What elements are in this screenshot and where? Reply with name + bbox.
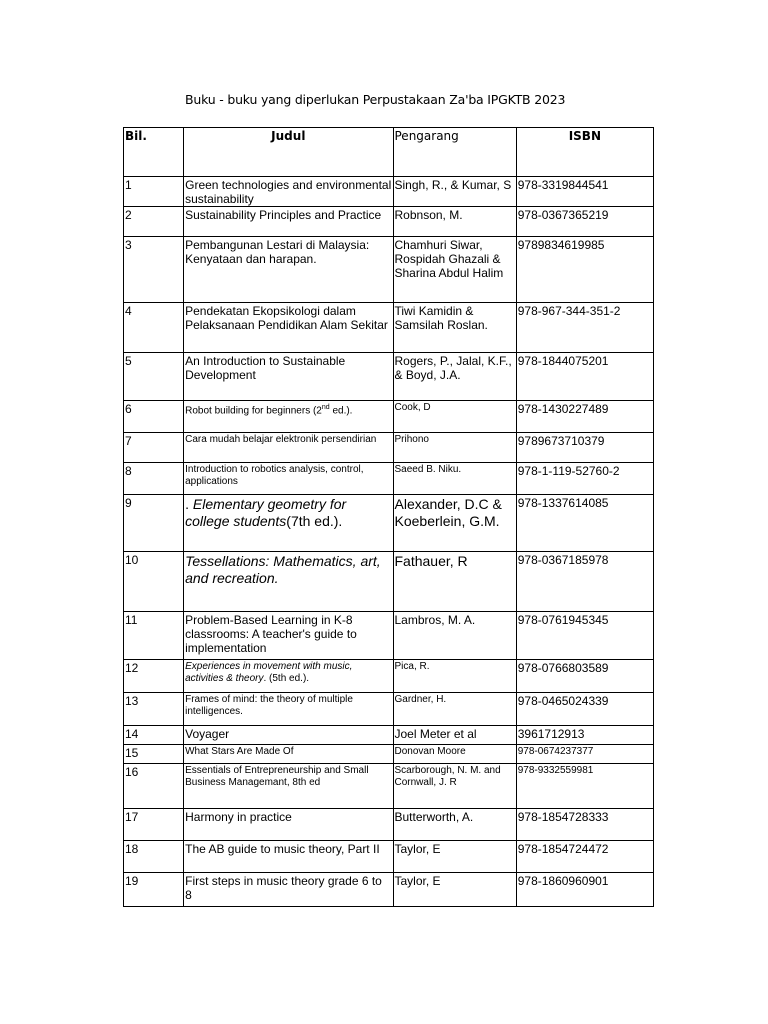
row-title: Frames of mind: the theory of multiple intelligences.	[184, 693, 393, 726]
row-title: Harmony in practice	[184, 809, 393, 841]
row-title: Pembangunan Lestari di Malaysia: Kenyataan dan harapan.	[184, 237, 393, 303]
row-author: Rogers, P., Jalal, K.F., & Boyd, J.A.	[393, 353, 516, 401]
title-prefix: .	[185, 496, 193, 512]
row-title: Cara mudah belajar elektronik persendirian	[184, 433, 393, 463]
title-text: Robot building for beginners (2	[185, 405, 322, 417]
row-isbn: 978-967-344-351-2	[516, 303, 653, 353]
row-author: Prihono	[393, 433, 516, 463]
table-row	[124, 463, 654, 495]
row-author: Tiwi Kamidin & Samsilah Roslan.	[393, 303, 516, 353]
row-title: Voyager	[184, 726, 393, 745]
row-no: 18	[124, 841, 184, 873]
table-row	[124, 237, 654, 303]
row-author: Chamhuri Siwar, Rospidah Ghazali & Sharina Abdul Halim	[393, 237, 516, 303]
row-author: Taylor, E	[393, 873, 516, 907]
row-author: Alexander, D.C & Koeberlein, G.M.	[393, 495, 516, 552]
row-title: The AB guide to music theory, Part II	[184, 841, 393, 873]
row-author: Donovan Moore	[393, 745, 516, 764]
table-row	[124, 495, 654, 552]
row-author: Cook, D	[393, 401, 516, 433]
header-author: Pengarang	[393, 128, 516, 177]
row-author: Fathauer, R	[393, 552, 516, 612]
row-no: 16	[124, 764, 184, 809]
row-title: Problem-Based Learning in K-8 classrooms: A teacher's guide to implementation	[184, 612, 393, 660]
title-superscript: nd	[321, 404, 330, 411]
table-row	[124, 207, 654, 237]
row-author: Joel Meter et al	[393, 726, 516, 745]
row-no: 7	[124, 433, 184, 463]
row-no: 13	[124, 693, 184, 726]
row-no: 19	[124, 873, 184, 907]
page-title: Buku - buku yang diperlukan Perpustakaan Za'ba IPGKTB 2023	[185, 92, 566, 107]
header-title: Judul	[184, 128, 393, 177]
table-row	[124, 726, 654, 745]
row-title: Introduction to robotics analysis, control, applications	[184, 463, 393, 495]
title-text-end: ed.).	[329, 405, 353, 417]
row-isbn: 3961712913	[516, 726, 653, 745]
row-title	[184, 401, 393, 433]
title-suffix: . (5th ed.).	[263, 673, 310, 684]
row-no: 8	[124, 463, 184, 495]
row-isbn: 978-0761945345	[516, 612, 653, 660]
row-isbn: 978-1854728333	[516, 809, 653, 841]
row-isbn: 978-1844075201	[516, 353, 653, 401]
row-no: 17	[124, 809, 184, 841]
row-isbn: 978-3319844541	[516, 177, 653, 207]
table-row	[124, 552, 654, 612]
row-author: Saeed B. Niku.	[393, 463, 516, 495]
table-row	[124, 745, 654, 764]
row-isbn: 978-0367365219	[516, 207, 653, 237]
table-row	[124, 353, 654, 401]
table-row	[124, 303, 654, 353]
table-row	[124, 433, 654, 463]
row-author: Butterworth, A.	[393, 809, 516, 841]
table-row	[124, 693, 654, 726]
row-isbn: 978-0674237377	[516, 745, 653, 764]
row-author: Gardner, H.	[393, 693, 516, 726]
row-no: 1	[124, 177, 184, 207]
title-italic: Experiences in movement with music, activities & theory	[185, 661, 353, 684]
row-author: Lambros, M. A.	[393, 612, 516, 660]
row-title: What Stars Are Made Of	[184, 745, 393, 764]
row-no: 11	[124, 612, 184, 660]
row-no: 3	[124, 237, 184, 303]
row-title: Pendekatan Ekopsikologi dalam Pelaksanaan Pendidikan Alam Sekitar	[184, 303, 393, 353]
row-title: An Introduction to Sustainable Development	[184, 353, 393, 401]
row-no: 15	[124, 745, 184, 764]
row-title: First steps in music theory grade 6 to 8	[184, 873, 393, 907]
row-isbn: 978-1854724472	[516, 841, 653, 873]
row-isbn: 978-0465024339	[516, 693, 653, 726]
row-isbn: 978-0367185978	[516, 552, 653, 612]
row-no: 4	[124, 303, 184, 353]
row-isbn: 9789834619985	[516, 237, 653, 303]
row-no: 5	[124, 353, 184, 401]
row-isbn: 978-0766803589	[516, 660, 653, 693]
row-no: 14	[124, 726, 184, 745]
title-suffix: (7th ed.).	[286, 513, 343, 529]
row-isbn: 978-9332559981	[516, 764, 653, 809]
header-no: Bil.	[124, 128, 184, 177]
row-title: Essentials of Entrepreneurship and Small Business Managemant, 8th ed	[184, 764, 393, 809]
row-isbn: 978-1430227489	[516, 401, 653, 433]
table-row	[124, 873, 654, 907]
row-no: 12	[124, 660, 184, 693]
row-title: Sustainability Principles and Practice	[184, 207, 393, 237]
table-row	[124, 177, 654, 207]
row-title: Tessellations: Mathematics, art, and recreation.	[184, 552, 393, 612]
row-author: Singh, R., & Kumar, S	[393, 177, 516, 207]
row-no: 9	[124, 495, 184, 552]
row-no: 6	[124, 401, 184, 433]
title-italic: Elementary geometry for college students	[185, 496, 347, 529]
row-no: 2	[124, 207, 184, 237]
row-author: Scarborough, N. M. and Cornwall, J. R	[393, 764, 516, 809]
row-no: 10	[124, 552, 184, 612]
table-row	[124, 612, 654, 660]
row-isbn: 9789673710379	[516, 433, 653, 463]
book-table	[123, 127, 654, 907]
row-title	[184, 660, 393, 693]
table-row	[124, 764, 654, 809]
table-row	[124, 401, 654, 433]
row-title	[184, 495, 393, 552]
row-title: Green technologies and environmental sustainability	[185, 178, 392, 206]
table-row	[124, 660, 654, 693]
table-row	[124, 841, 654, 873]
table-header-row	[124, 128, 654, 177]
header-isbn: ISBN	[516, 128, 653, 177]
row-author: Pica, R.	[393, 660, 516, 693]
table-row	[124, 809, 654, 841]
row-author: Taylor, E	[393, 841, 516, 873]
row-isbn: 978-1-119-52760-2	[516, 463, 653, 495]
row-isbn: 978-1337614085	[516, 495, 653, 552]
row-isbn: 978-1860960901	[516, 873, 653, 907]
row-author: Robnson, M.	[393, 207, 516, 237]
